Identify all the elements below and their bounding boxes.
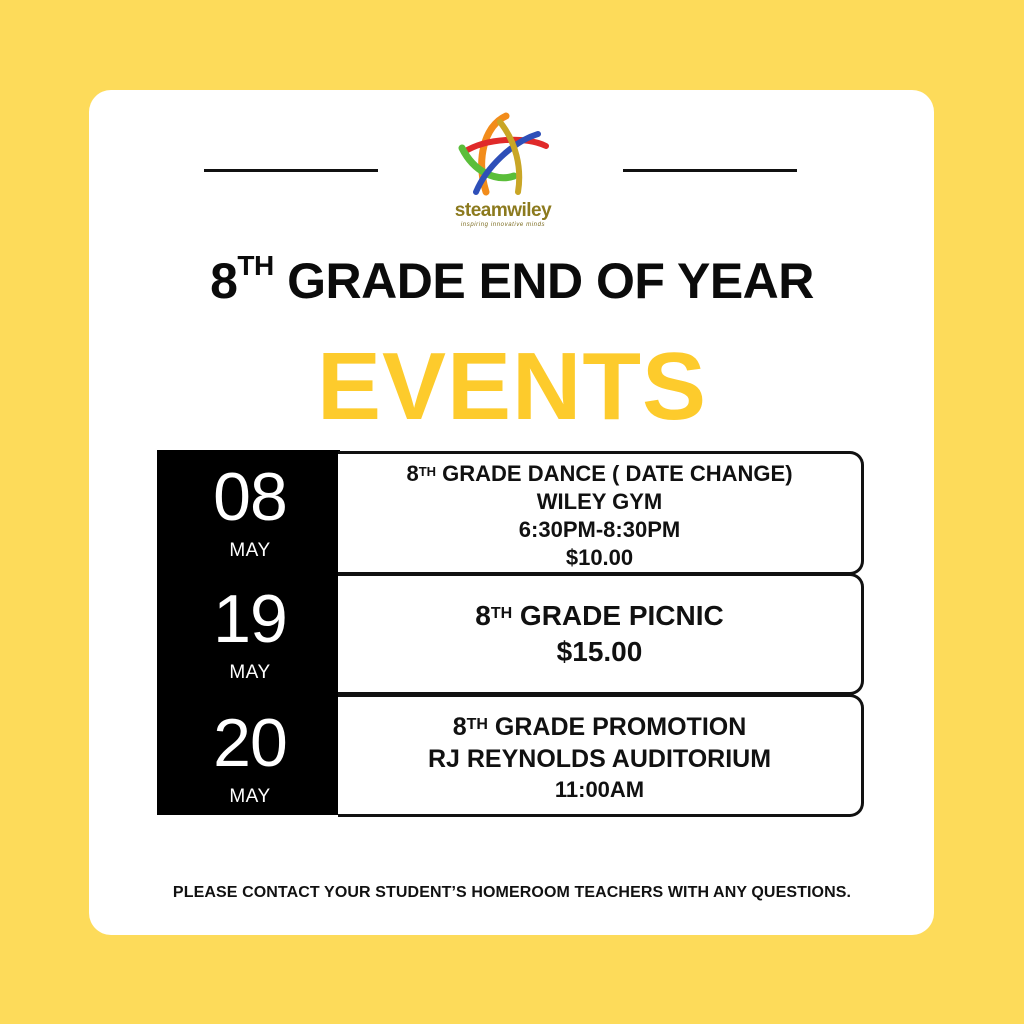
footer-note: PLEASE CONTACT YOUR STUDENT’S HOMEROOM TEACHERS WITH ANY QUESTIONS.: [172, 884, 852, 901]
event-card-promotion: [338, 694, 864, 817]
event-month: MAY: [229, 662, 271, 683]
event-title: 8TH GRADE DANCE ( DATE CHANGE): [406, 461, 793, 486]
event-location: WILEY GYM: [536, 489, 663, 514]
event-month: MAY: [229, 786, 271, 807]
event-time: 6:30PM-8:30PM: [518, 517, 681, 542]
page-title: 8TH GRADE END OF YEAR: [210, 250, 814, 309]
steamwiley-logo: [448, 112, 558, 227]
event-location: RJ REYNOLDS AUDITORIUM: [427, 745, 772, 773]
events-heading: EVENTS: [316, 333, 708, 440]
event-price: $10.00: [565, 545, 634, 570]
event-title: 8TH GRADE PICNIC: [475, 600, 724, 631]
brand-tagline: inspiring innovative minds: [460, 222, 546, 228]
event-month: MAY: [229, 540, 271, 561]
event-card-picnic: [338, 573, 864, 695]
event-day: 20: [213, 705, 287, 781]
event-day: 08: [213, 459, 287, 535]
event-card-dance: [338, 451, 864, 575]
divider-right: [623, 169, 797, 172]
event-title: 8TH GRADE PROMOTION: [452, 713, 747, 741]
star-orbit-icon: [456, 112, 550, 200]
event-day: 19: [213, 581, 287, 657]
date-column: [157, 450, 343, 815]
divider-left: [204, 169, 378, 172]
brand-wordmark: steamwiley: [454, 200, 552, 221]
event-price: $15.00: [556, 636, 643, 667]
event-time: 11:00AM: [554, 777, 645, 802]
